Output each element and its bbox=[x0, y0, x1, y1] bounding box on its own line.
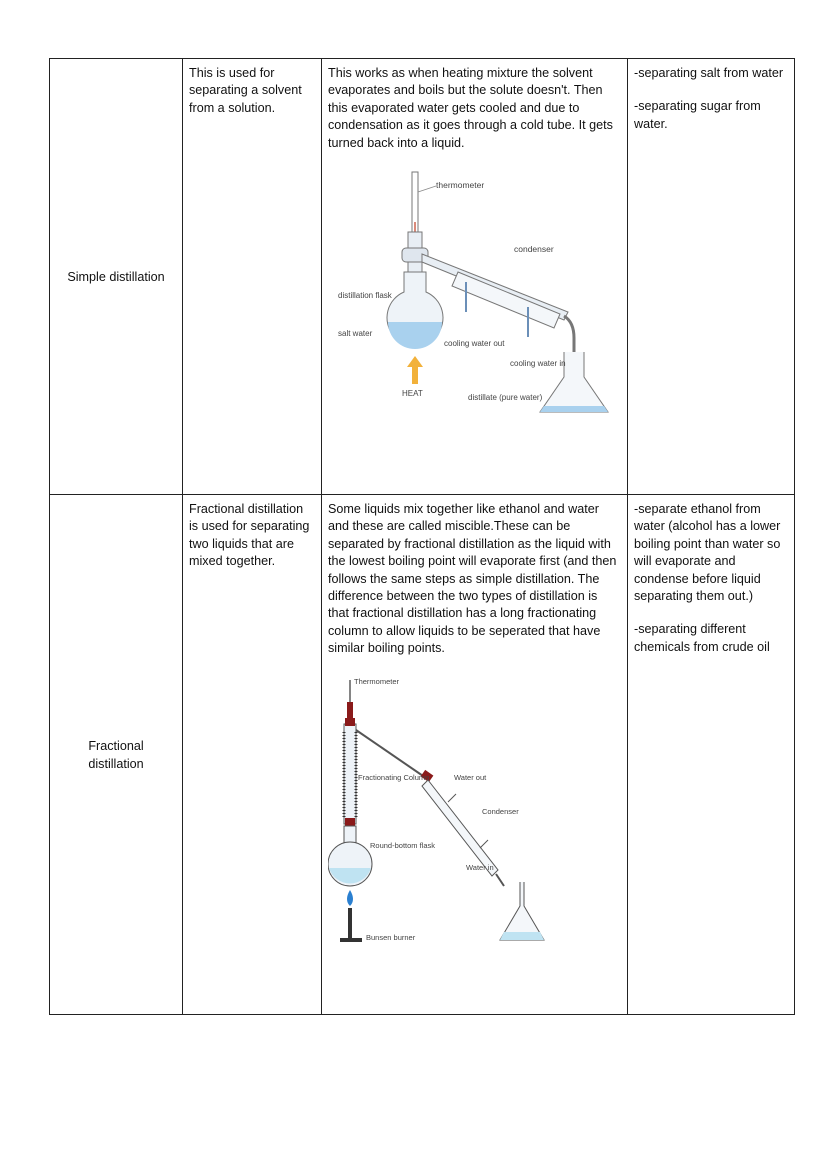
water-out-label: Water out bbox=[454, 772, 487, 782]
water-in-label: Water in bbox=[466, 862, 494, 872]
thermometer-label: thermometer bbox=[436, 180, 485, 191]
condenser-label: Condenser bbox=[482, 806, 519, 816]
salt-water-label: salt water bbox=[338, 329, 373, 339]
condenser-label: condenser bbox=[514, 244, 554, 255]
example-item: -separating sugar from water. bbox=[634, 99, 761, 131]
example-item: -separating different chemicals from crude oil bbox=[634, 622, 770, 654]
heat-label: HEAT bbox=[402, 389, 423, 399]
thermometer-label: Thermometer bbox=[354, 676, 400, 686]
method-name: Fractional distillation bbox=[88, 739, 144, 771]
flask-label: distillation flask bbox=[338, 291, 392, 301]
explanation-cell bbox=[322, 495, 628, 1015]
column-label: Fractionating Column bbox=[358, 772, 430, 782]
simple-distillation-diagram bbox=[328, 162, 618, 424]
examples-cell bbox=[628, 495, 795, 1015]
use-cell bbox=[183, 495, 322, 1015]
explanation-text: This works as when heating mixture the solvent evaporates and boils but the solute doesn't. Then this evaporated water gets cooled and due to condensation as it goes through a cold tube. It gets turned back into a liquid. bbox=[328, 66, 613, 150]
table-row bbox=[50, 59, 795, 495]
distillate-label: distillate (pure water) bbox=[468, 393, 543, 403]
method-cell bbox=[50, 495, 183, 1015]
explanation-text: Some liquids mix together like ethanol and water and these are called miscible.These can be separated by fractional distillation as the liquid with the lowest boiling point will evaporate first (and then follows the same steps as simple distillation. The difference between the two types of distillation is that fractional distillation has a long fractionating column to allow liquids to be seperated that have similar boiling points. bbox=[328, 502, 617, 656]
table-row bbox=[50, 495, 795, 1015]
water-in-label: cooling water in bbox=[510, 359, 566, 369]
example-item: -separating salt from water bbox=[634, 66, 784, 80]
use-text: Fractional distillation is used for separating two liquids that are mixed together. bbox=[189, 502, 310, 569]
burner-label: Bunsen burner bbox=[366, 932, 416, 942]
fractional-distillation-diagram bbox=[328, 668, 618, 958]
flask-label: Round-bottom flask bbox=[370, 840, 436, 850]
explanation-cell bbox=[322, 59, 628, 495]
water-out-label: cooling water out bbox=[444, 339, 505, 349]
distillation-table bbox=[49, 58, 795, 1015]
use-text: This is used for separating a solvent from a solution. bbox=[189, 66, 302, 115]
method-name: Simple distillation bbox=[67, 269, 165, 284]
examples-cell bbox=[628, 59, 795, 495]
use-cell bbox=[183, 59, 322, 495]
example-item: -separate ethanol from water (alcohol has a lower boiling point than water so will evaporate and condense before liquid separating them out.) bbox=[634, 502, 781, 604]
method-cell bbox=[50, 59, 183, 495]
